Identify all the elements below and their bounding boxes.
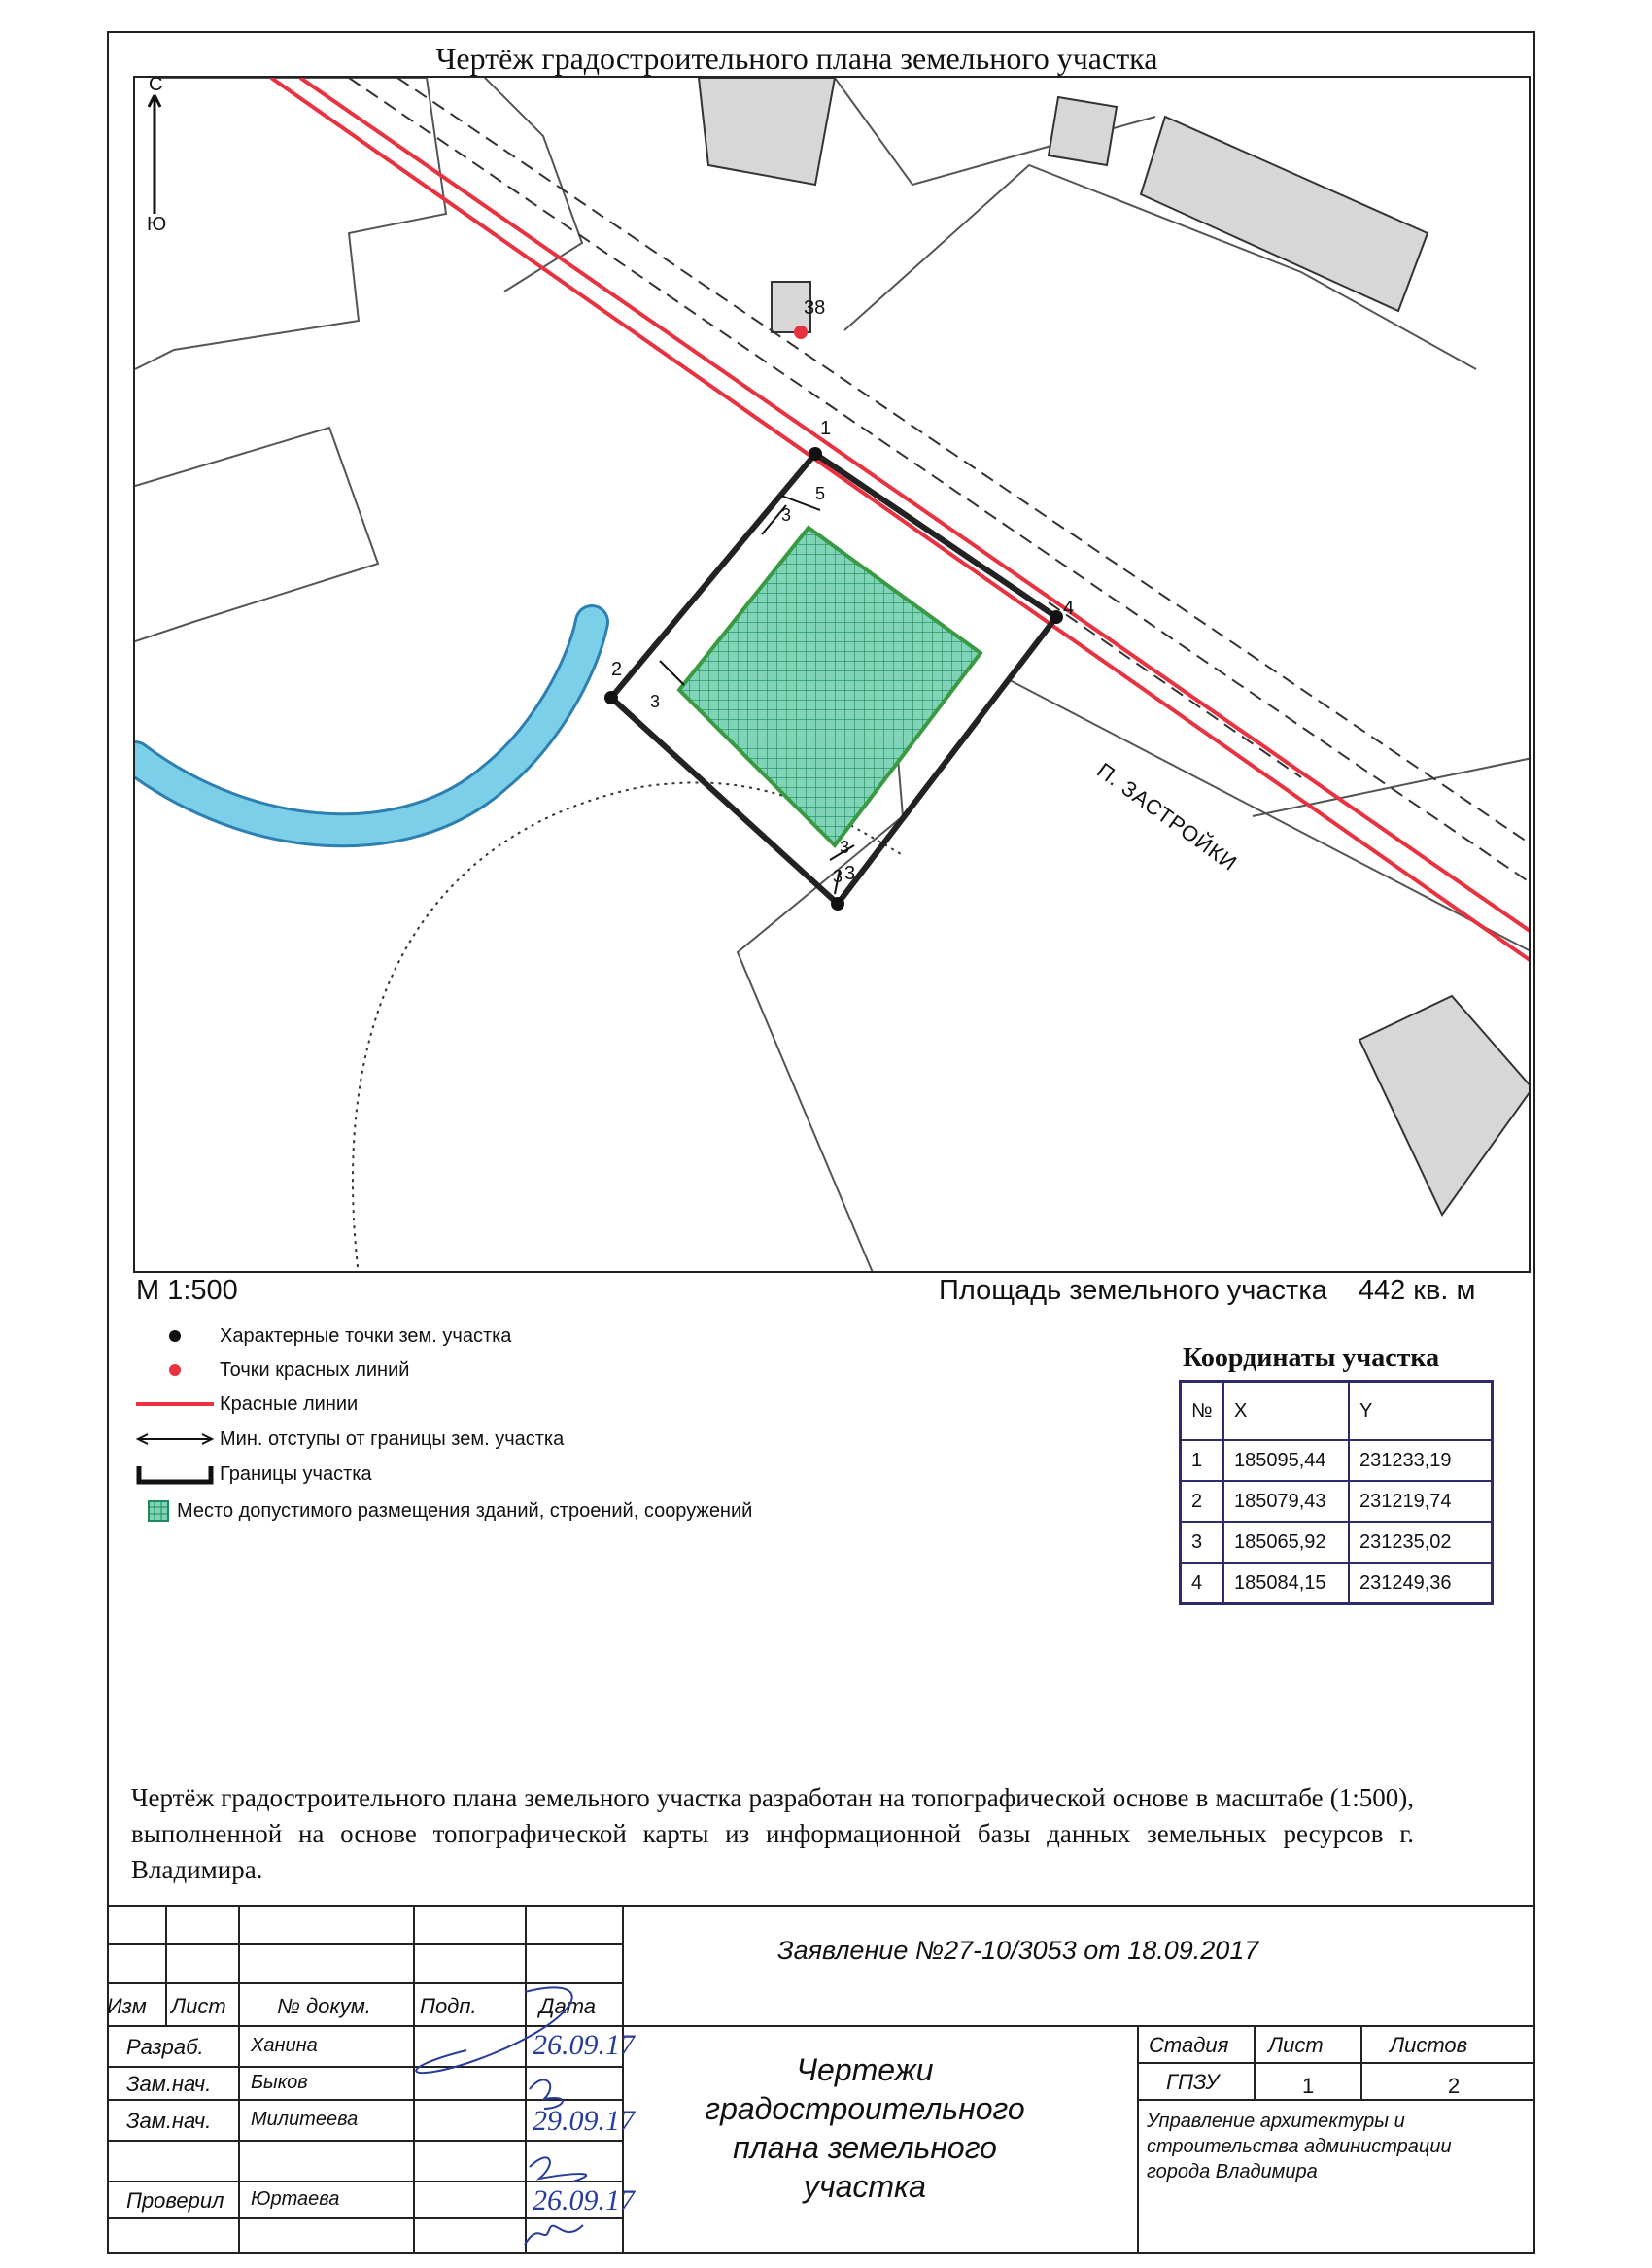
- red-line-icon: [136, 1392, 214, 1416]
- col-header: Лист: [171, 1994, 226, 2018]
- stamp-role: Проверил: [126, 2188, 224, 2213]
- setback-label: 3: [840, 838, 850, 857]
- stage-header: Стадия: [1149, 2033, 1229, 2057]
- area-label: Площадь земельного участка: [939, 1275, 1327, 1306]
- stamp-role: Зам.нач.: [126, 2072, 212, 2096]
- coordinates-title: Координаты участка: [1183, 1343, 1440, 1373]
- dotted-contour: [353, 782, 903, 1273]
- street-label: П. ЗАСТРОЙКИ: [1092, 758, 1243, 876]
- area-value: 442: [1358, 1275, 1406, 1306]
- sheet-value: 1: [1302, 2074, 1315, 2098]
- legend-item: Красные линии: [136, 1390, 358, 1419]
- table-row: 4 185084,15 231249,36: [1181, 1563, 1493, 1604]
- black-dot-icon: [136, 1324, 214, 1348]
- plot-area: [939, 1275, 1475, 1307]
- table-row: 1 185095,44 231233,19: [1181, 1440, 1493, 1481]
- red-dot-icon: [136, 1358, 214, 1382]
- stamp-name: Быков: [251, 2072, 308, 2093]
- map-scale: М 1:500: [136, 1275, 238, 1306]
- corner-label-2: 2: [611, 659, 623, 680]
- col-header: Дата: [539, 1994, 597, 2018]
- sheets-value: 2: [1448, 2074, 1461, 2098]
- drawing-note: Чертёж градостроительного плана земельного участка разработан на топографической основе в масштабе (1:500), выполненной на основе топографической карты из информационной базы данных земельных ресурсов г. Владимира.: [131, 1783, 1414, 1884]
- north-label: С: [149, 76, 163, 95]
- north-arrow-icon: [135, 78, 193, 233]
- stamp-date: 29.09.17: [533, 2105, 635, 2137]
- stamp-date: 26.09.17: [533, 2029, 635, 2061]
- site-plan-map: [133, 76, 1531, 1273]
- corner-label-1: 1: [820, 418, 832, 439]
- stamp-role: Зам.нач.: [126, 2109, 212, 2133]
- double-arrow-icon: [136, 1427, 214, 1451]
- legend-item: Характерные точки зем. участка: [136, 1322, 511, 1351]
- north-arrow: [135, 78, 193, 233]
- document-title: Чертежи градостроительного плана земельного участка: [705, 2052, 1025, 2204]
- sheets-header: Листов: [1390, 2033, 1468, 2057]
- setback-label: 3: [650, 692, 661, 711]
- organization: Управление архитектуры и строительства администрации города Владимира: [1147, 2111, 1452, 2182]
- legend-item: Точки красных линий: [136, 1356, 409, 1385]
- stamp-name: Юртаева: [251, 2188, 340, 2210]
- boundary-icon: [136, 1462, 214, 1486]
- legend-item: Мин. отступы от границы зем. участка: [136, 1425, 564, 1454]
- red-point-label: 38: [804, 297, 826, 319]
- table-row: 2 185079,43 231219,74: [1181, 1481, 1493, 1522]
- corner-label-4: 4: [1063, 598, 1075, 619]
- south-label: Ю: [147, 214, 167, 235]
- table-row: 3 185065,92 231235,02: [1181, 1522, 1493, 1563]
- stamp-role: Разраб.: [126, 2035, 204, 2059]
- corner-label-3: 3: [844, 863, 856, 884]
- red-line-point: [794, 326, 808, 339]
- col-header: Изм: [107, 1994, 147, 2018]
- page-title: Чертёж градостроительного плана земельного участка: [435, 41, 1158, 76]
- signature-icon: [350, 1963, 622, 2254]
- area-unit: кв. м: [1413, 1275, 1476, 1306]
- col-header: Подп.: [420, 1994, 477, 2018]
- col-header: № докум.: [277, 1994, 371, 2018]
- table-header-row: № X Y: [1181, 1382, 1493, 1441]
- setback-label: 3: [833, 867, 843, 886]
- coordinates-table: [1179, 1380, 1494, 1605]
- stage-value: ГПЗУ: [1166, 2070, 1220, 2094]
- hatched-square-icon: [148, 1500, 169, 1522]
- setback-label: 5: [815, 484, 826, 503]
- stamp-name: Милитеева: [251, 2109, 359, 2130]
- application-number: Заявление №27-10/3053 от 18.09.2017: [777, 1936, 1259, 1965]
- setback-label: 3: [781, 505, 792, 525]
- stamp-date: 26.09.17: [533, 2184, 635, 2216]
- legend-item: Место допустимого размещения зданий, строений, сооружений: [148, 1496, 752, 1526]
- map-drawing: [135, 78, 1531, 1273]
- stamp-name: Ханина: [251, 2035, 318, 2056]
- legend-item: Границы участка: [136, 1460, 372, 1489]
- sheet-header: Лист: [1268, 2033, 1324, 2057]
